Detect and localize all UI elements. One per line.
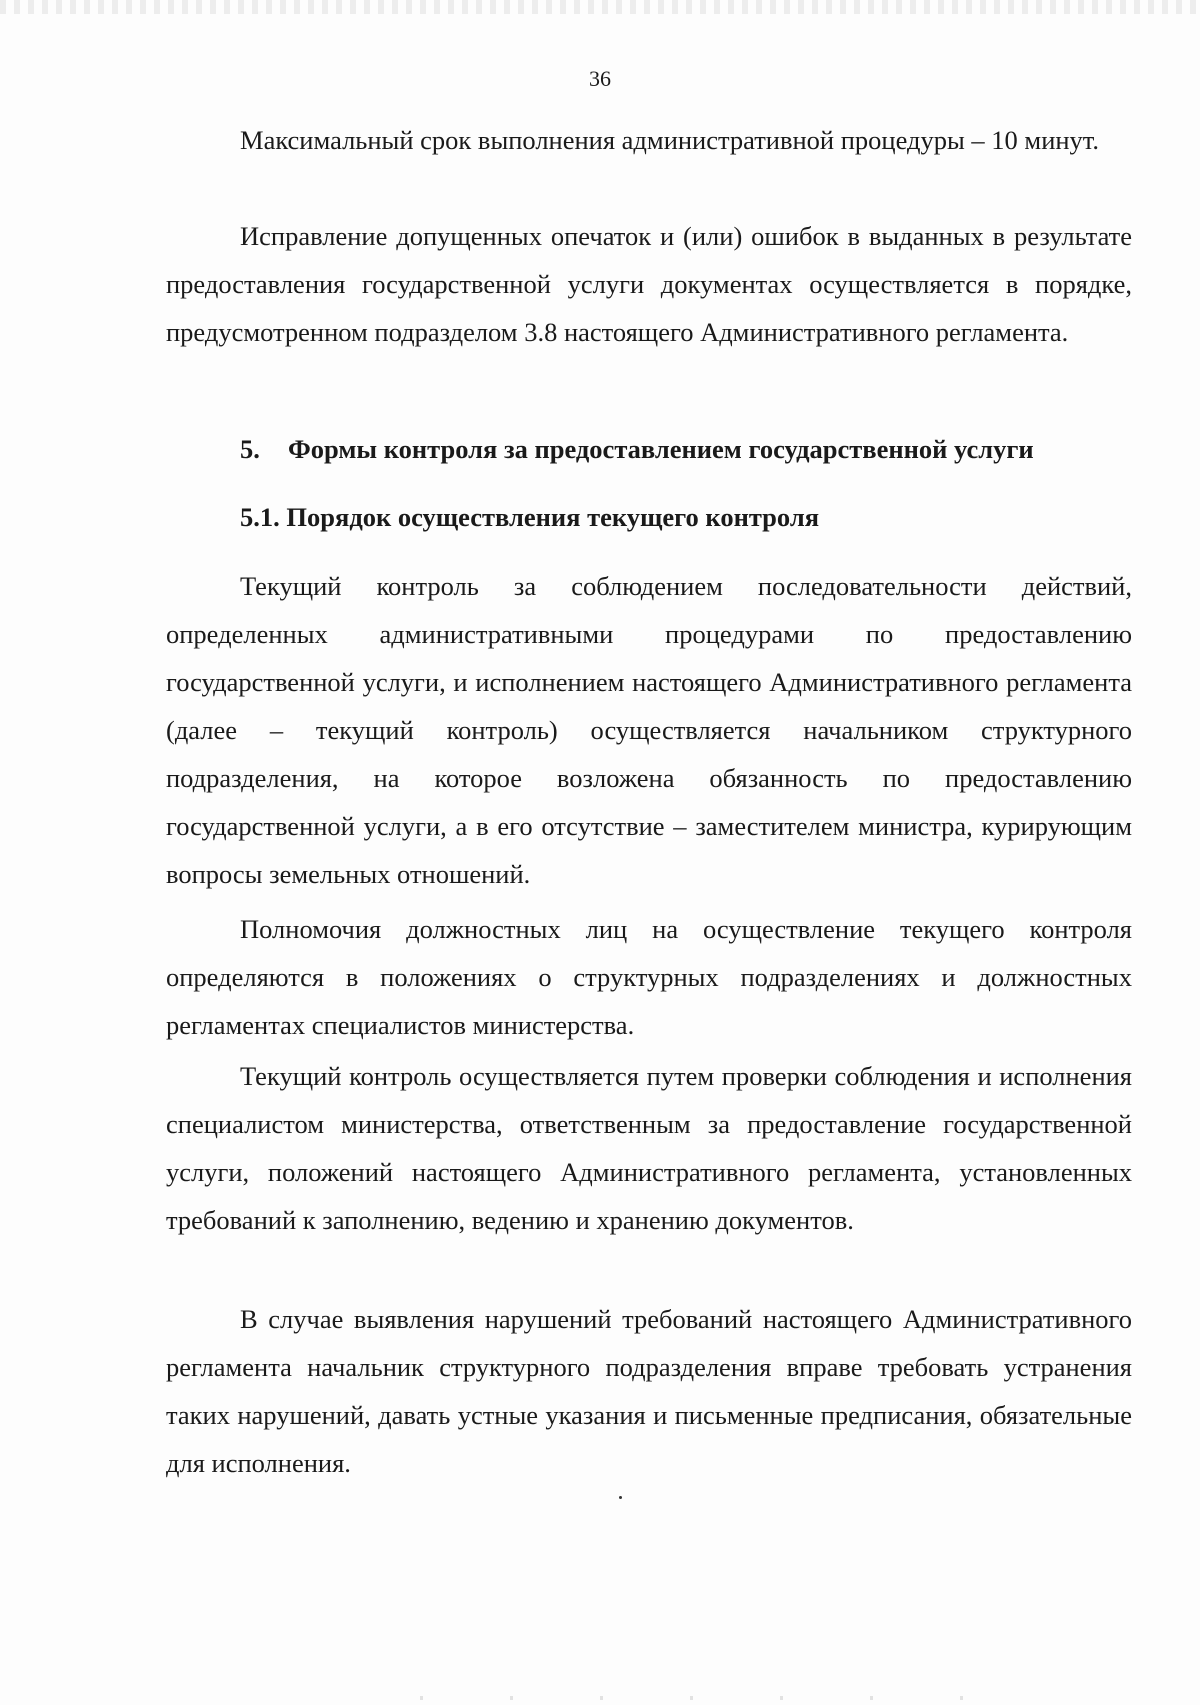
subsection-heading: 5.1. Порядок осуществления текущего контроля [240,502,820,532]
section-title: Формы контроля за предоставлением государственной услуги [288,434,1034,464]
paragraph-text: Полномочия должностных лиц на осуществление текущего контроля определяются в положениях о структурных подразделениях и должностных регламентах специалистов министерства. [166,914,1132,1040]
paragraph-violations [166,1295,1132,1487]
paragraph-text: Исправление допущенных опечаток и (или) ошибок в выданных в результате предоставления государственной услуги документах осуществляется в порядке, предусмотренном подразделом 3.8 настоящего Административного регламента. [166,221,1132,347]
paragraph-text: Текущий контроль осуществляется путем проверки соблюдения и исполнения специалистом министерства, ответственным за предоставление государственной услуги, положений настоящего Административного регламента, установленных требований к заполнению, ведению и хранению документов. [166,1061,1132,1235]
paragraph-max-duration [166,116,1132,164]
section-number: 5. [240,434,260,464]
paragraph-authority [166,905,1132,1049]
scan-artifact-top [0,0,1200,14]
scan-artifact-bottom [420,1696,980,1700]
scan-speck [619,1496,622,1499]
page-number: 36 [589,66,611,91]
section-heading [240,434,1140,465]
paragraph-current-control [166,562,1132,898]
paragraph-text: Максимальный срок выполнения административной процедуры – 10 минут. [240,125,1100,155]
paragraph-text: В случае выявления нарушений требований настоящего Административного регламента начальник структурного подразделения вправе требовать устранения таких нарушений, давать устные указания и письменные предписания, обязательные для исполнения. [166,1304,1132,1478]
paragraph-text: Текущий контроль за соблюдением последовательности действий, определенных административными процедурами по предоставлению государственной услуги, и исполнением настоящего Административного регламента (далее – текущий контроль) осуществляется начальником структурного подразделения, на которое возложена обязанность по предоставлению государственной услуги, а в его отсутствие – заместителем министра, курирующим вопросы земельных отношений. [166,571,1132,889]
paragraph-error-correction [166,212,1132,356]
paragraph-control-method [166,1052,1132,1244]
